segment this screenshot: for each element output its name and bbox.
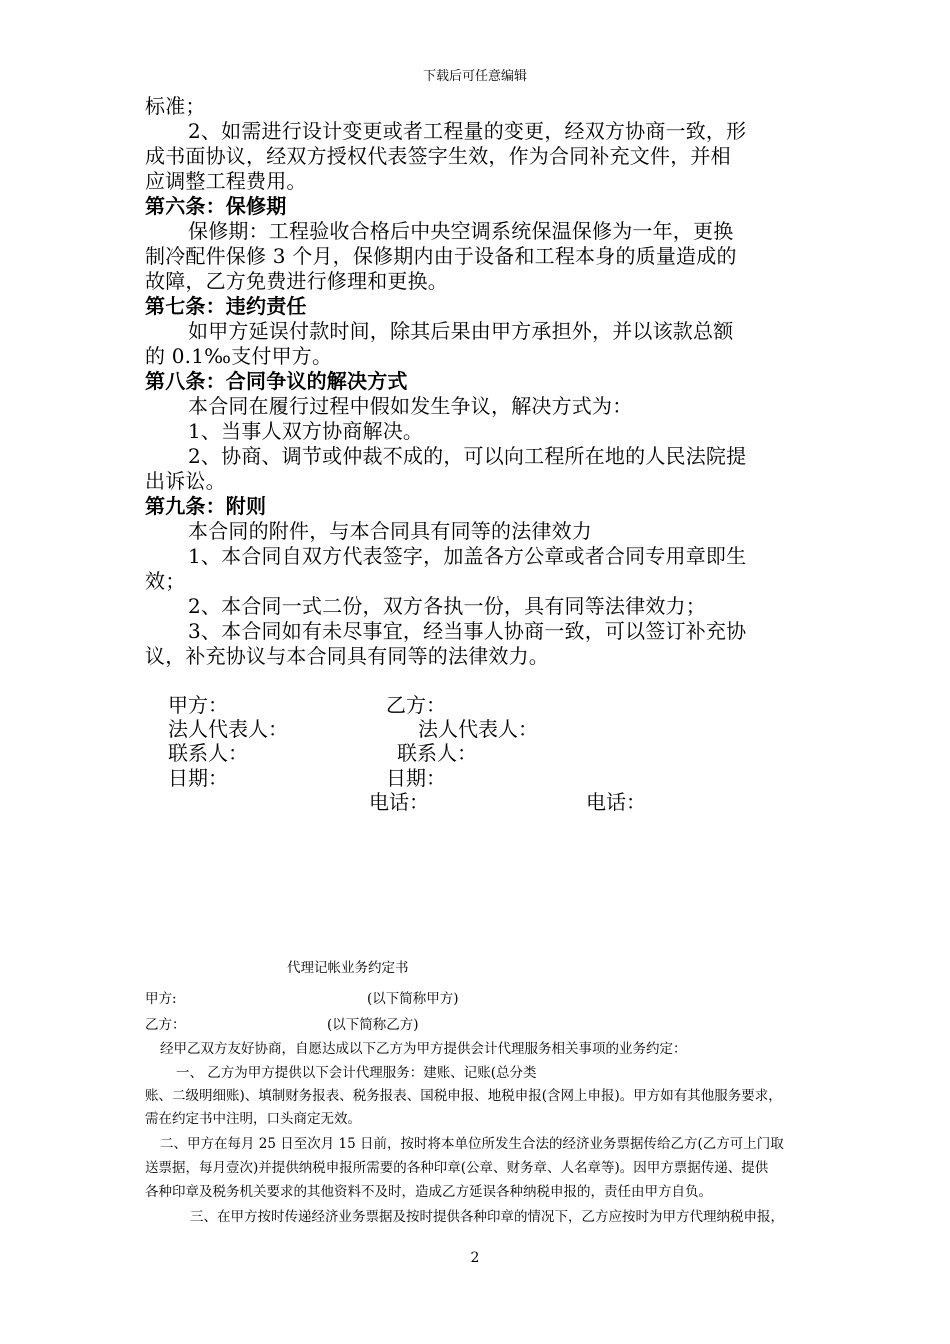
body-line: 保修期：工程验收合格后中央空调系统保温保修为一年，更换 <box>188 219 734 243</box>
page-header: 下载后可任意编辑 <box>422 69 527 84</box>
agreement-line: 各种印章及税务机关要求的其他资料不及时，造成乙方延误各种纳税申报的，责任由甲方自负。 <box>145 1184 712 1200</box>
agreement-party-b-note: (以下简称乙方) <box>327 1017 419 1033</box>
body-line: 2、本合同一式二份，双方各执一份，具有同等法律效力； <box>188 594 706 618</box>
body-line: 制冷配件保修 3 个月，保修期内由于设备和工程本身的质量造成的 <box>145 244 737 268</box>
section-heading-8: 第八条：合同争议的解决方式 <box>145 369 408 393</box>
agreement-title: 代理记帐业务约定书 <box>287 960 409 976</box>
section-heading-7: 第七条：违约责任 <box>145 294 307 318</box>
agreement-line: 账、二级明细账)、填制财务报表、税务报表、国税申报、地税申报(含网上申报)。甲方如有其他服务要求， <box>145 1088 782 1104</box>
body-line: 1、本合同自双方代表签字，加盖各方公章或者合同专用章即生 <box>188 544 747 568</box>
date-a-label: 日期： <box>168 766 228 790</box>
body-line: 本合同在履行过程中假如发生争议，解决方式为： <box>188 394 633 418</box>
phone-a-label: 电话： <box>369 790 429 814</box>
agreement-line: 送票据，每月壹次)并提供纳税申报所需要的各种印章(公章、财务章、人名章等)。因甲方票据传递、提供 <box>145 1160 769 1176</box>
party-b-label: 乙方： <box>386 693 446 717</box>
body-line: 应调整工程费用。 <box>145 169 307 193</box>
body-line: 本合同的附件，与本合同具有同等的法律效力 <box>188 519 592 543</box>
legal-rep-a-label: 法人代表人： <box>168 717 288 741</box>
body-line: 成书面协议，经双方授权代表签字生效，作为合同补充文件，并相 <box>145 144 731 168</box>
body-line: 3、本合同如有未尽事宜，经当事人协商一致，可以签订补充协 <box>188 619 747 643</box>
body-line: 如甲方延误付款时间，除其后果由甲方承担外，并以该款总额 <box>188 319 734 343</box>
body-line: 1、当事人双方协商解决。 <box>188 419 424 443</box>
section-heading-9: 第九条：附则 <box>145 494 267 518</box>
agreement-line: 一、 乙方为甲方提供以下会计代理服务：建账、记账(总分类 <box>176 1065 537 1081</box>
body-line: 效； <box>145 569 186 593</box>
body-line: 2、如需进行设计变更或者工程量的变更，经双方协商一致，形 <box>188 119 747 143</box>
body-line: 2、协商、调节或仲裁不成的，可以向工程所在地的人民法院提 <box>188 444 747 468</box>
body-line: 的 0.1‰支付甲方。 <box>145 344 333 368</box>
agreement-line: 二、甲方在每月 25 日至次月 15 日前，按时将本单位所发生合法的经济业务票据传给乙方(乙方可上门取 <box>160 1136 784 1152</box>
body-line: 标准； <box>145 94 206 118</box>
body-line: 故障，乙方免费进行修理和更换。 <box>145 269 448 293</box>
contact-b-label: 联系人： <box>397 741 477 765</box>
agreement-party-a-note: (以下简称甲方) <box>367 991 459 1007</box>
party-a-label: 甲方： <box>168 693 228 717</box>
agreement-line: 需在约定书中注明，口头商定无效。 <box>145 1111 361 1127</box>
body-line: 议，补充协议与本合同具有同等的法律效力。 <box>145 644 549 668</box>
agreement-party-a-label: 甲方: <box>145 991 177 1007</box>
legal-rep-b-label: 法人代表人： <box>418 717 538 741</box>
contact-a-label: 联系人： <box>168 741 248 765</box>
body-line: 出诉讼。 <box>145 469 226 493</box>
agreement-line: 经甲乙双方友好协商，自愿达成以下乙方为甲方提供会计代理服务相关事项的业务约定： <box>160 1041 687 1057</box>
page-number: 2 <box>470 1250 480 1266</box>
phone-b-label: 电话： <box>586 790 646 814</box>
section-heading-6: 第六条：保修期 <box>145 194 287 218</box>
date-b-label: 日期： <box>386 766 446 790</box>
agreement-line: 三、在甲方按时传递经济业务票据及按时提供各种印章的情况下，乙方应按时为甲方代理纳税申报， <box>190 1209 784 1225</box>
agreement-party-b-label: 乙方： <box>145 1017 186 1033</box>
